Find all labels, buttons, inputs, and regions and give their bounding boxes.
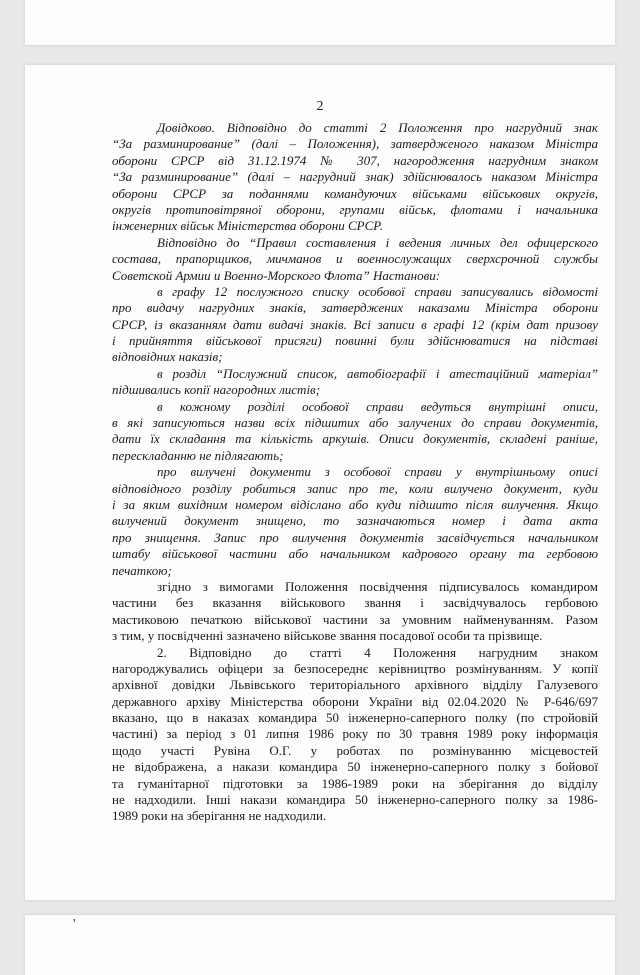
text-line: в розділ “Послужний список, автобіографії і атестаційний матеріал” [157, 365, 598, 381]
text-line: “За разминирование” (далі – Положення), затвердженого наказом Міністра [112, 136, 598, 152]
text-line: згідно з вимогами Положення посвідчення підписувалось командиром [157, 578, 598, 594]
text-line: 2. Відповідно до статті 4 Положення нагрудним знаком [157, 644, 598, 660]
text-line: не відображена, а накази командира 50 інженерно-саперного полку з бойової [112, 759, 598, 775]
page-number: 2 [316, 99, 324, 114]
paragraph [112, 645, 598, 825]
text-line: про вилучені документи з особової справи у внутрішньому описі [157, 464, 598, 480]
text-line: інженерних військ Міністерства оборони СРСР. [112, 218, 384, 234]
paragraph [112, 284, 598, 366]
text-line: оборони СРСР за поданнями командуючих військами військових округів, [112, 185, 598, 201]
text-line: Відповідно до “Правил составления і ведения личных дел офицерского [157, 234, 598, 250]
text-line: перескладанню не підлягають; [112, 447, 284, 463]
text-line: в які записуються назви всіх підшитих або залучених до справи документів, [112, 415, 598, 431]
text-line: державного архіву Міністерства оборони України від 02.04.2020 № Р-646/697 [112, 693, 598, 709]
text-line: частини без вказання військового звання і засвідчувалось гербовою [112, 595, 598, 611]
text-line: “За разминирование” (далі – нагрудний знак) здійснювалось наказом Міністра [112, 169, 598, 185]
paragraph [112, 235, 598, 284]
text-line: архівної довідки Львівського територіального архівного відділу Галузевого [112, 677, 598, 693]
paragraph [112, 579, 598, 645]
text-line: в графу 12 послужного списку особової справи записувались відомості [157, 283, 598, 299]
paragraph [112, 399, 598, 465]
text-line: штабу військової частини або начальником кадрового органу та гербовою [112, 546, 598, 562]
text-line: вказано, що в наказах командира 50 інженерно-саперного полку (по стройовій [112, 710, 598, 726]
text-line: оборони СРСР від 31.12.1974 № 307, нагородження нагрудним знаком [112, 152, 598, 168]
paragraph [112, 366, 598, 399]
paragraph [112, 464, 598, 579]
text-line: не надходили. Інші накази командира 50 інженерно-саперного полку за 1986- [112, 792, 598, 808]
text-line: Советской Армии и Военно-Морского Флота” Настанови: [112, 267, 441, 283]
text-line: СРСР, із вказанням дати видачі знаків. Всі записи в графі 12 (крім дат призову [112, 316, 598, 332]
text-line: мастиковою печаткою військової частини за умовним найменуванням. Разом [112, 611, 598, 627]
document-page [25, 65, 615, 900]
text-line: та гуманітарної підготовки за 1986-1989 роки на зберігання до відділу [112, 775, 598, 791]
text-line: і прийняття військової присяги) повинні були здійснюватися на підставі [112, 333, 598, 349]
text-line: Довідково. Відповідно до статті 2 Положення про нагрудний знак [157, 120, 598, 135]
text-line: з тим, у посвідченні зазначено військове звання посадової особи та прізвище. [112, 628, 543, 644]
document-body [112, 120, 598, 825]
text-line: округів протиповітряної оборони, групами військ, флотами і начальника [112, 201, 598, 217]
text-line: і за яким вихідним номером відіслано або куди підшито після вилучення. Якщо [112, 496, 598, 512]
previous-page [25, 0, 615, 45]
text-line: состава, прапорщиков, мичманов и военнослужащих сверхсрочной службы [112, 251, 598, 267]
text-line: частині) за період з 01 липня 1986 року по 30 травня 1989 року інформація [112, 726, 598, 742]
next-page-mark: ' [73, 917, 76, 932]
text-line: відповідного розділу робиться запис про те, коли вилучено документ, куди [112, 480, 598, 496]
next-page [25, 915, 615, 975]
text-line: щодо участі Рувіна О.Г. у роботах по розмінуванню місцевостей [112, 742, 598, 758]
text-line: дати їх складання та кількість аркушів. Описи документів, складені раніше, [112, 431, 598, 447]
text-line: нагороджувались офіцери за безпосереднє керівництво розмінуванням. У копії [112, 660, 598, 676]
text-line: вилучений документ знищено, то зазначаються номер і дата акта [112, 513, 598, 529]
text-line: печаткою; [112, 562, 172, 578]
text-line: підшивались копії нагородних листів; [112, 382, 321, 398]
text-line: відповідних наказів; [112, 349, 223, 365]
text-line: про знищення. Запис про вилучення документів засвідчується начальником [112, 529, 598, 545]
text-line: 1989 роки на зберігання не надходили. [112, 808, 327, 824]
paragraph [112, 120, 598, 235]
text-line: про видачу нагрудних знаків, затверджених наказами Міністра оборони [112, 300, 598, 316]
text-line: в кожному розділі особової справи ведуться внутрішні описи, [157, 398, 598, 414]
